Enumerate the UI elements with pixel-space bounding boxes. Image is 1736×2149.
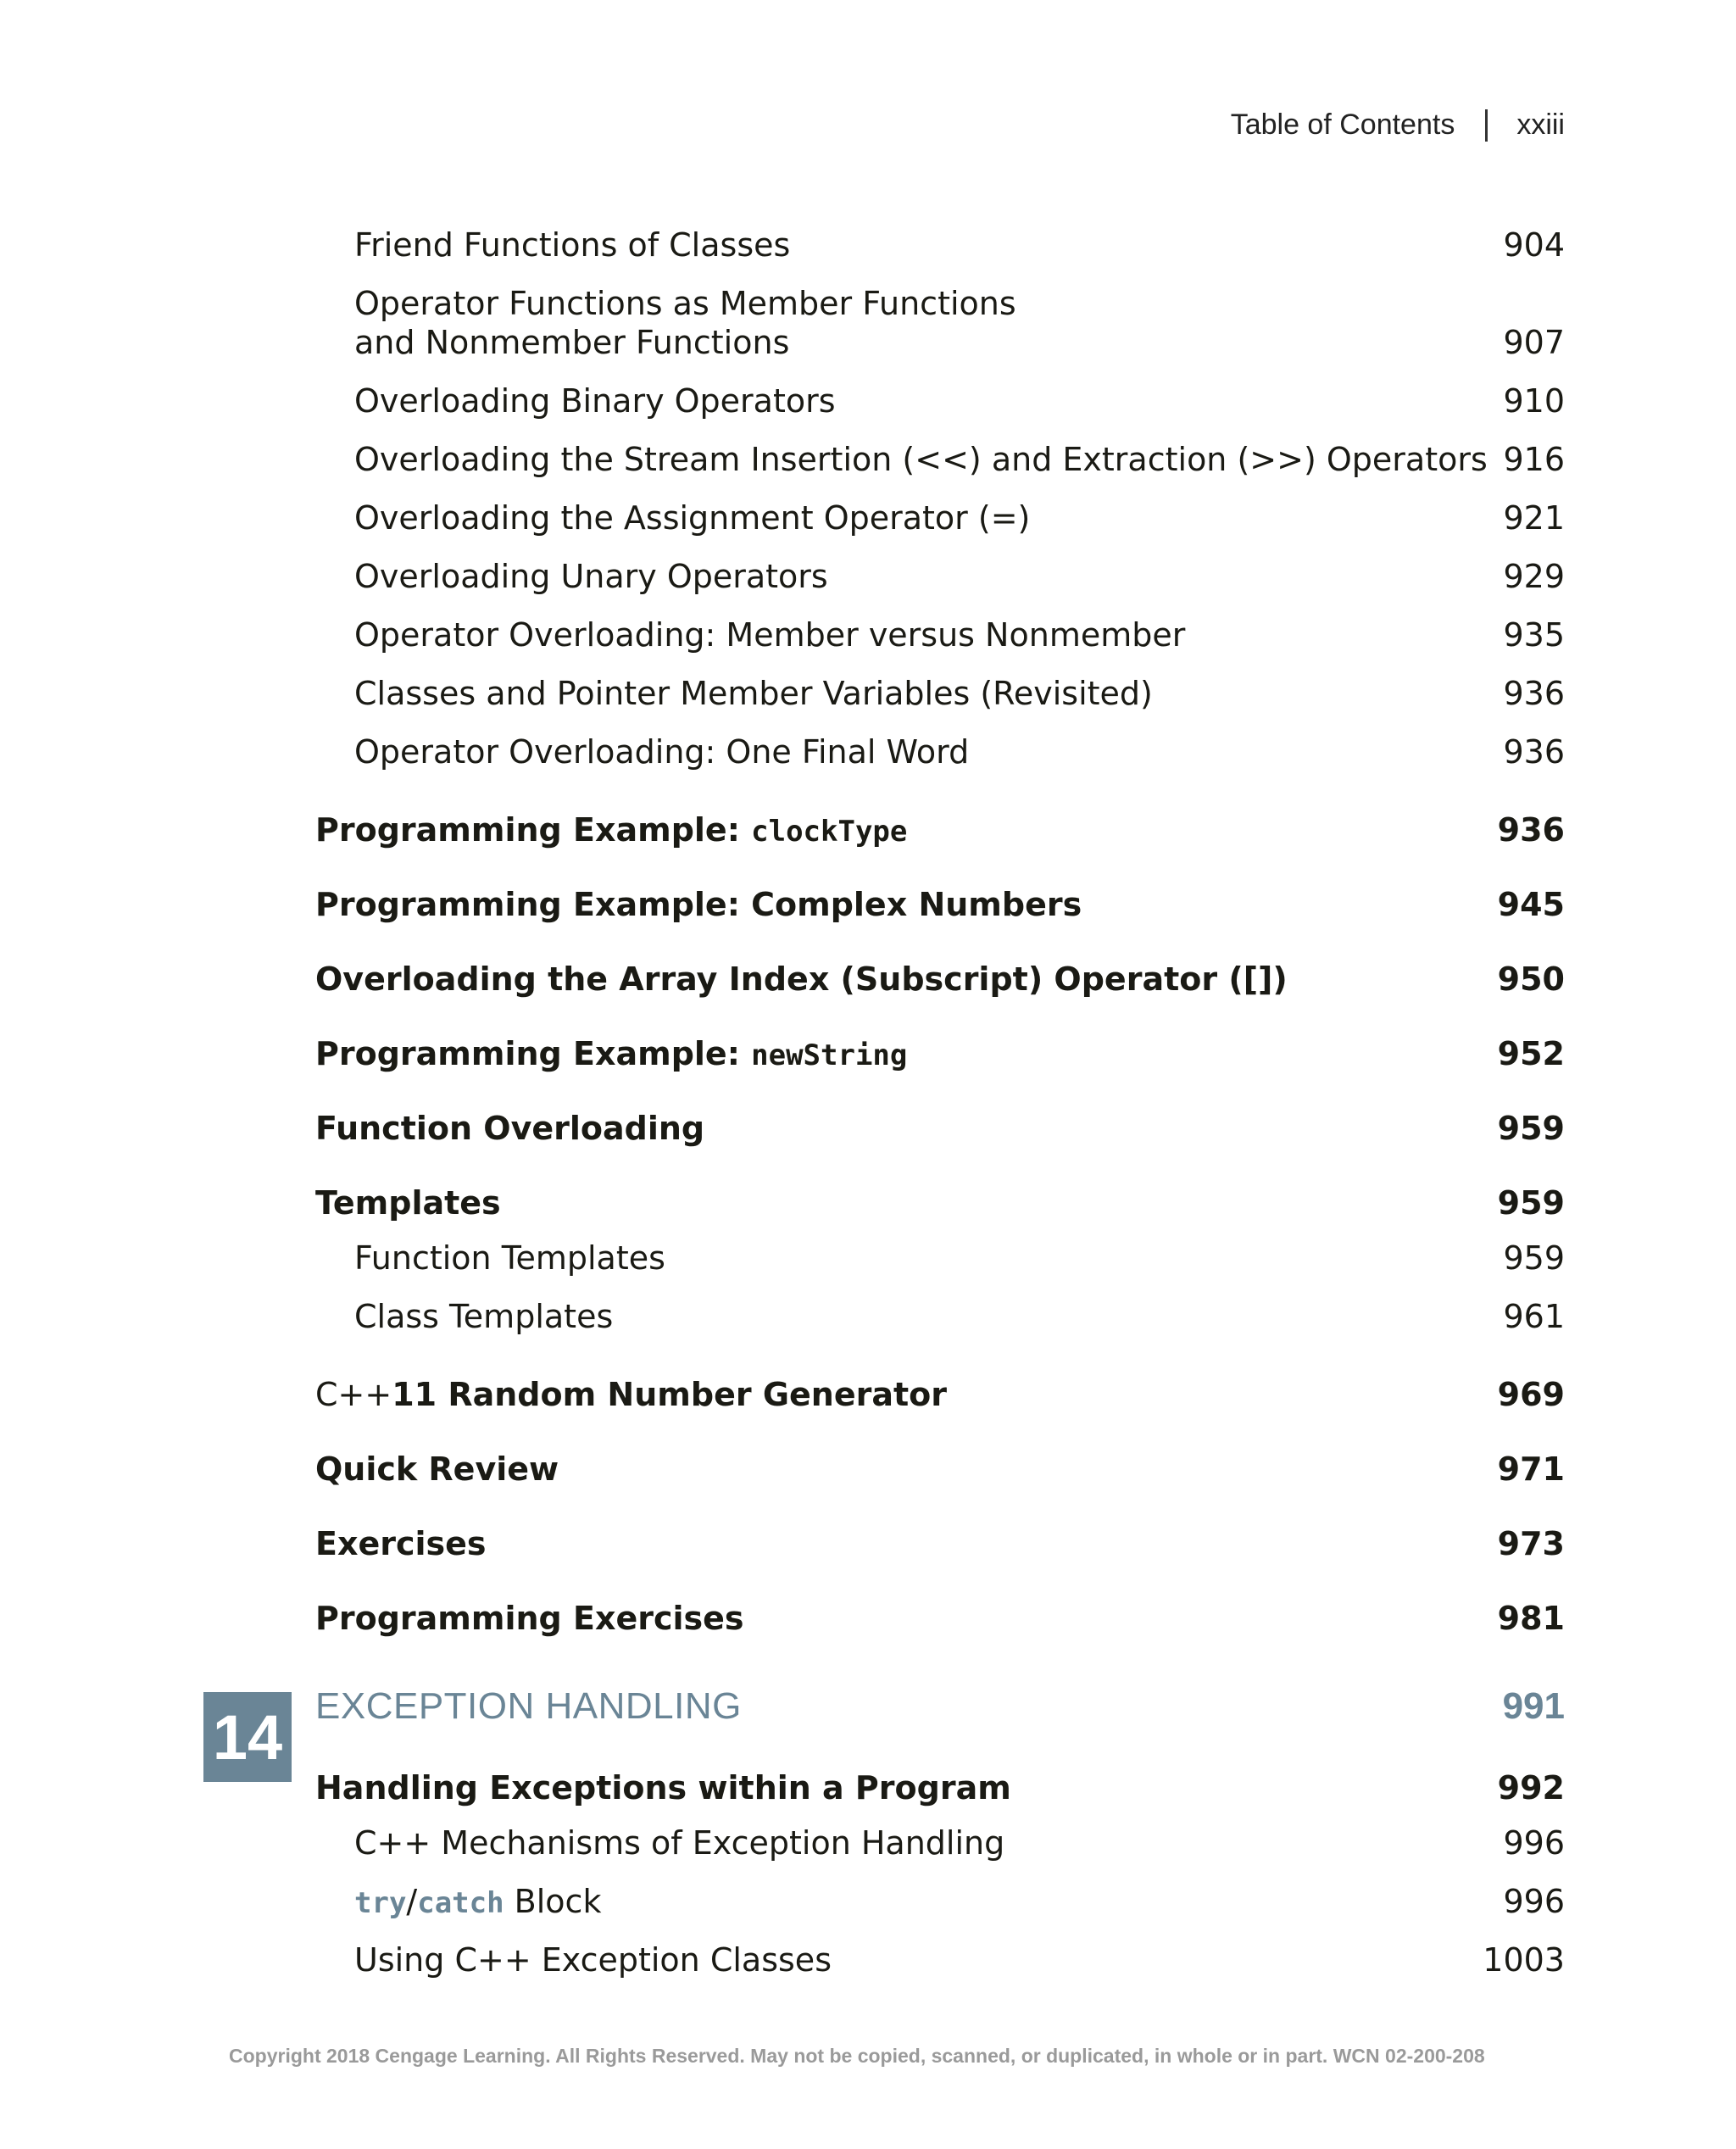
toc-entry-code: catch [417,1886,504,1920]
toc-entry-page: 981 [1497,1600,1565,1637]
toc-entry-title: Operator Functions as Member Functions [354,285,1016,322]
toc-entry-title-text: Programming Example: [315,1035,752,1072]
toc-entry[interactable] [0,440,1736,491]
chapter-heading[interactable] [0,1687,1736,1738]
toc-entry-title-text: Block [504,1883,602,1920]
toc-entry-title [315,810,907,851]
toc-entry-page: 996 [1503,1824,1565,1862]
toc-entry-page: 959 [1503,1239,1565,1277]
toc-entry[interactable] [0,1183,1736,1234]
toc-entry-title: Function Overloading [315,1110,705,1147]
toc-entry[interactable] [0,885,1736,936]
toc-entry-title: Exercises [315,1525,487,1562]
toc-entry[interactable] [0,1940,1736,1991]
toc-entry-title: Overloading the Array Index (Subscript) Operator ([]) [315,960,1288,998]
toc-entry-page: 935 [1503,616,1565,654]
toc-entry[interactable] [0,1768,1736,1819]
toc-entry[interactable] [0,1109,1736,1160]
toc-entry-title-prefix: C++ [315,1376,392,1413]
toc-entry[interactable] [0,960,1736,1010]
toc-entry[interactable] [0,1882,1736,1933]
toc-entry-page: 992 [1497,1769,1565,1807]
toc-entry-title: Operator Overloading: Member versus Nonmember [354,616,1186,654]
toc-entry[interactable] [0,1239,1736,1289]
toc-entry-page: 973 [1497,1525,1565,1562]
toc-entry[interactable] [0,1524,1736,1575]
toc-entry-title: Friend Functions of Classes [354,226,791,264]
toc-entry-title-text: 11 Random Number Generator [392,1376,947,1413]
toc-entry[interactable] [0,284,1736,377]
toc-entry[interactable] [0,1450,1736,1500]
toc-entry[interactable] [0,1375,1736,1426]
copyright-footer: Copyright 2018 Cengage Learning. All Rights Reserved. May not be copied, scanned, or duplicated, in whole or in part. WCN 02-200-208 [229,2045,1485,2067]
toc-entry[interactable] [0,557,1736,608]
toc-entry-page: 1003 [1483,1941,1565,1979]
toc-entry-code: newString [751,1038,908,1072]
toc-entry-title [315,1375,947,1414]
toc-entry-title: Overloading Unary Operators [354,558,828,595]
toc-entry[interactable] [0,1823,1736,1874]
toc-entry-title [315,1034,907,1075]
toc-entry-code: clockType [751,815,908,849]
toc-entry-page: 910 [1503,382,1565,420]
toc-entry-title-continued: and Nonmember Functions [354,324,790,361]
toc-entry-title: Overloading the Stream Insertion (<<) and Extraction (>>) Operators [354,441,1488,478]
toc-entry[interactable] [0,1034,1736,1085]
toc-entry-slash: / [406,1883,418,1920]
toc-entry-title: Classes and Pointer Member Variables (Revisited) [354,675,1153,712]
toc-entry-title-text: Programming Example: [315,811,752,849]
toc-entry-page: 961 [1503,1298,1565,1335]
toc-entry-title: Programming Exercises [315,1600,744,1637]
toc-entry-page: 971 [1497,1450,1565,1488]
toc-entry-code: try [354,1886,407,1920]
toc-entry[interactable] [0,1599,1736,1650]
chapter-number-badge: 14 [203,1692,292,1782]
toc-entry-title: Overloading the Assignment Operator (=) [354,499,1031,537]
toc-entry-title: Templates [315,1184,501,1222]
toc-entry-page: 916 [1503,441,1565,478]
toc-entry-title: Using C++ Exception Classes [354,1941,832,1979]
toc-entry-page: 929 [1503,558,1565,595]
toc-entry-title: Programming Example: Complex Numbers [315,886,1082,923]
toc-entry-page: 959 [1497,1110,1565,1147]
chapter-title: EXCEPTION HANDLING [315,1685,742,1727]
toc-entry[interactable] [0,810,1736,861]
toc-entry-title: Overloading Binary Operators [354,382,836,420]
toc-entry-page: 921 [1503,499,1565,537]
toc-entry-title: Handling Exceptions within a Program [315,1769,1011,1807]
running-head-divider [1485,109,1488,142]
toc-entry[interactable] [0,674,1736,725]
toc-entry[interactable] [0,225,1736,276]
toc-entry-page: 936 [1503,733,1565,771]
toc-entry-page: 959 [1497,1184,1565,1222]
toc-entry[interactable] [0,732,1736,783]
toc-entry-page: 904 [1503,226,1565,264]
running-head [1231,109,1565,142]
chapter-page: 991 [1502,1685,1565,1727]
toc-entry-title: Class Templates [354,1298,614,1335]
toc-entry-title: Quick Review [315,1450,559,1488]
toc-entry-page: 907 [1503,324,1565,361]
toc-entry-title: Function Templates [354,1239,665,1277]
toc-entry[interactable] [0,1297,1736,1348]
toc-entry-page: 936 [1503,675,1565,712]
toc-entry[interactable] [0,498,1736,549]
toc-entry[interactable] [0,615,1736,666]
toc-entry-page: 996 [1503,1883,1565,1920]
toc-entry[interactable] [0,381,1736,432]
toc-entry-page: 936 [1497,811,1565,849]
running-head-page-number: xxiii [1516,109,1565,141]
toc-entry-page: 969 [1497,1376,1565,1413]
toc-entry-title: Operator Overloading: One Final Word [354,733,970,771]
toc-entry-page: 945 [1497,886,1565,923]
toc-entry-title [354,1882,601,1923]
running-head-section: Table of Contents [1230,109,1455,141]
toc-entry-page: 952 [1497,1035,1565,1072]
toc-entry-title: C++ Mechanisms of Exception Handling [354,1824,1005,1862]
toc-entry-page: 950 [1497,960,1565,998]
